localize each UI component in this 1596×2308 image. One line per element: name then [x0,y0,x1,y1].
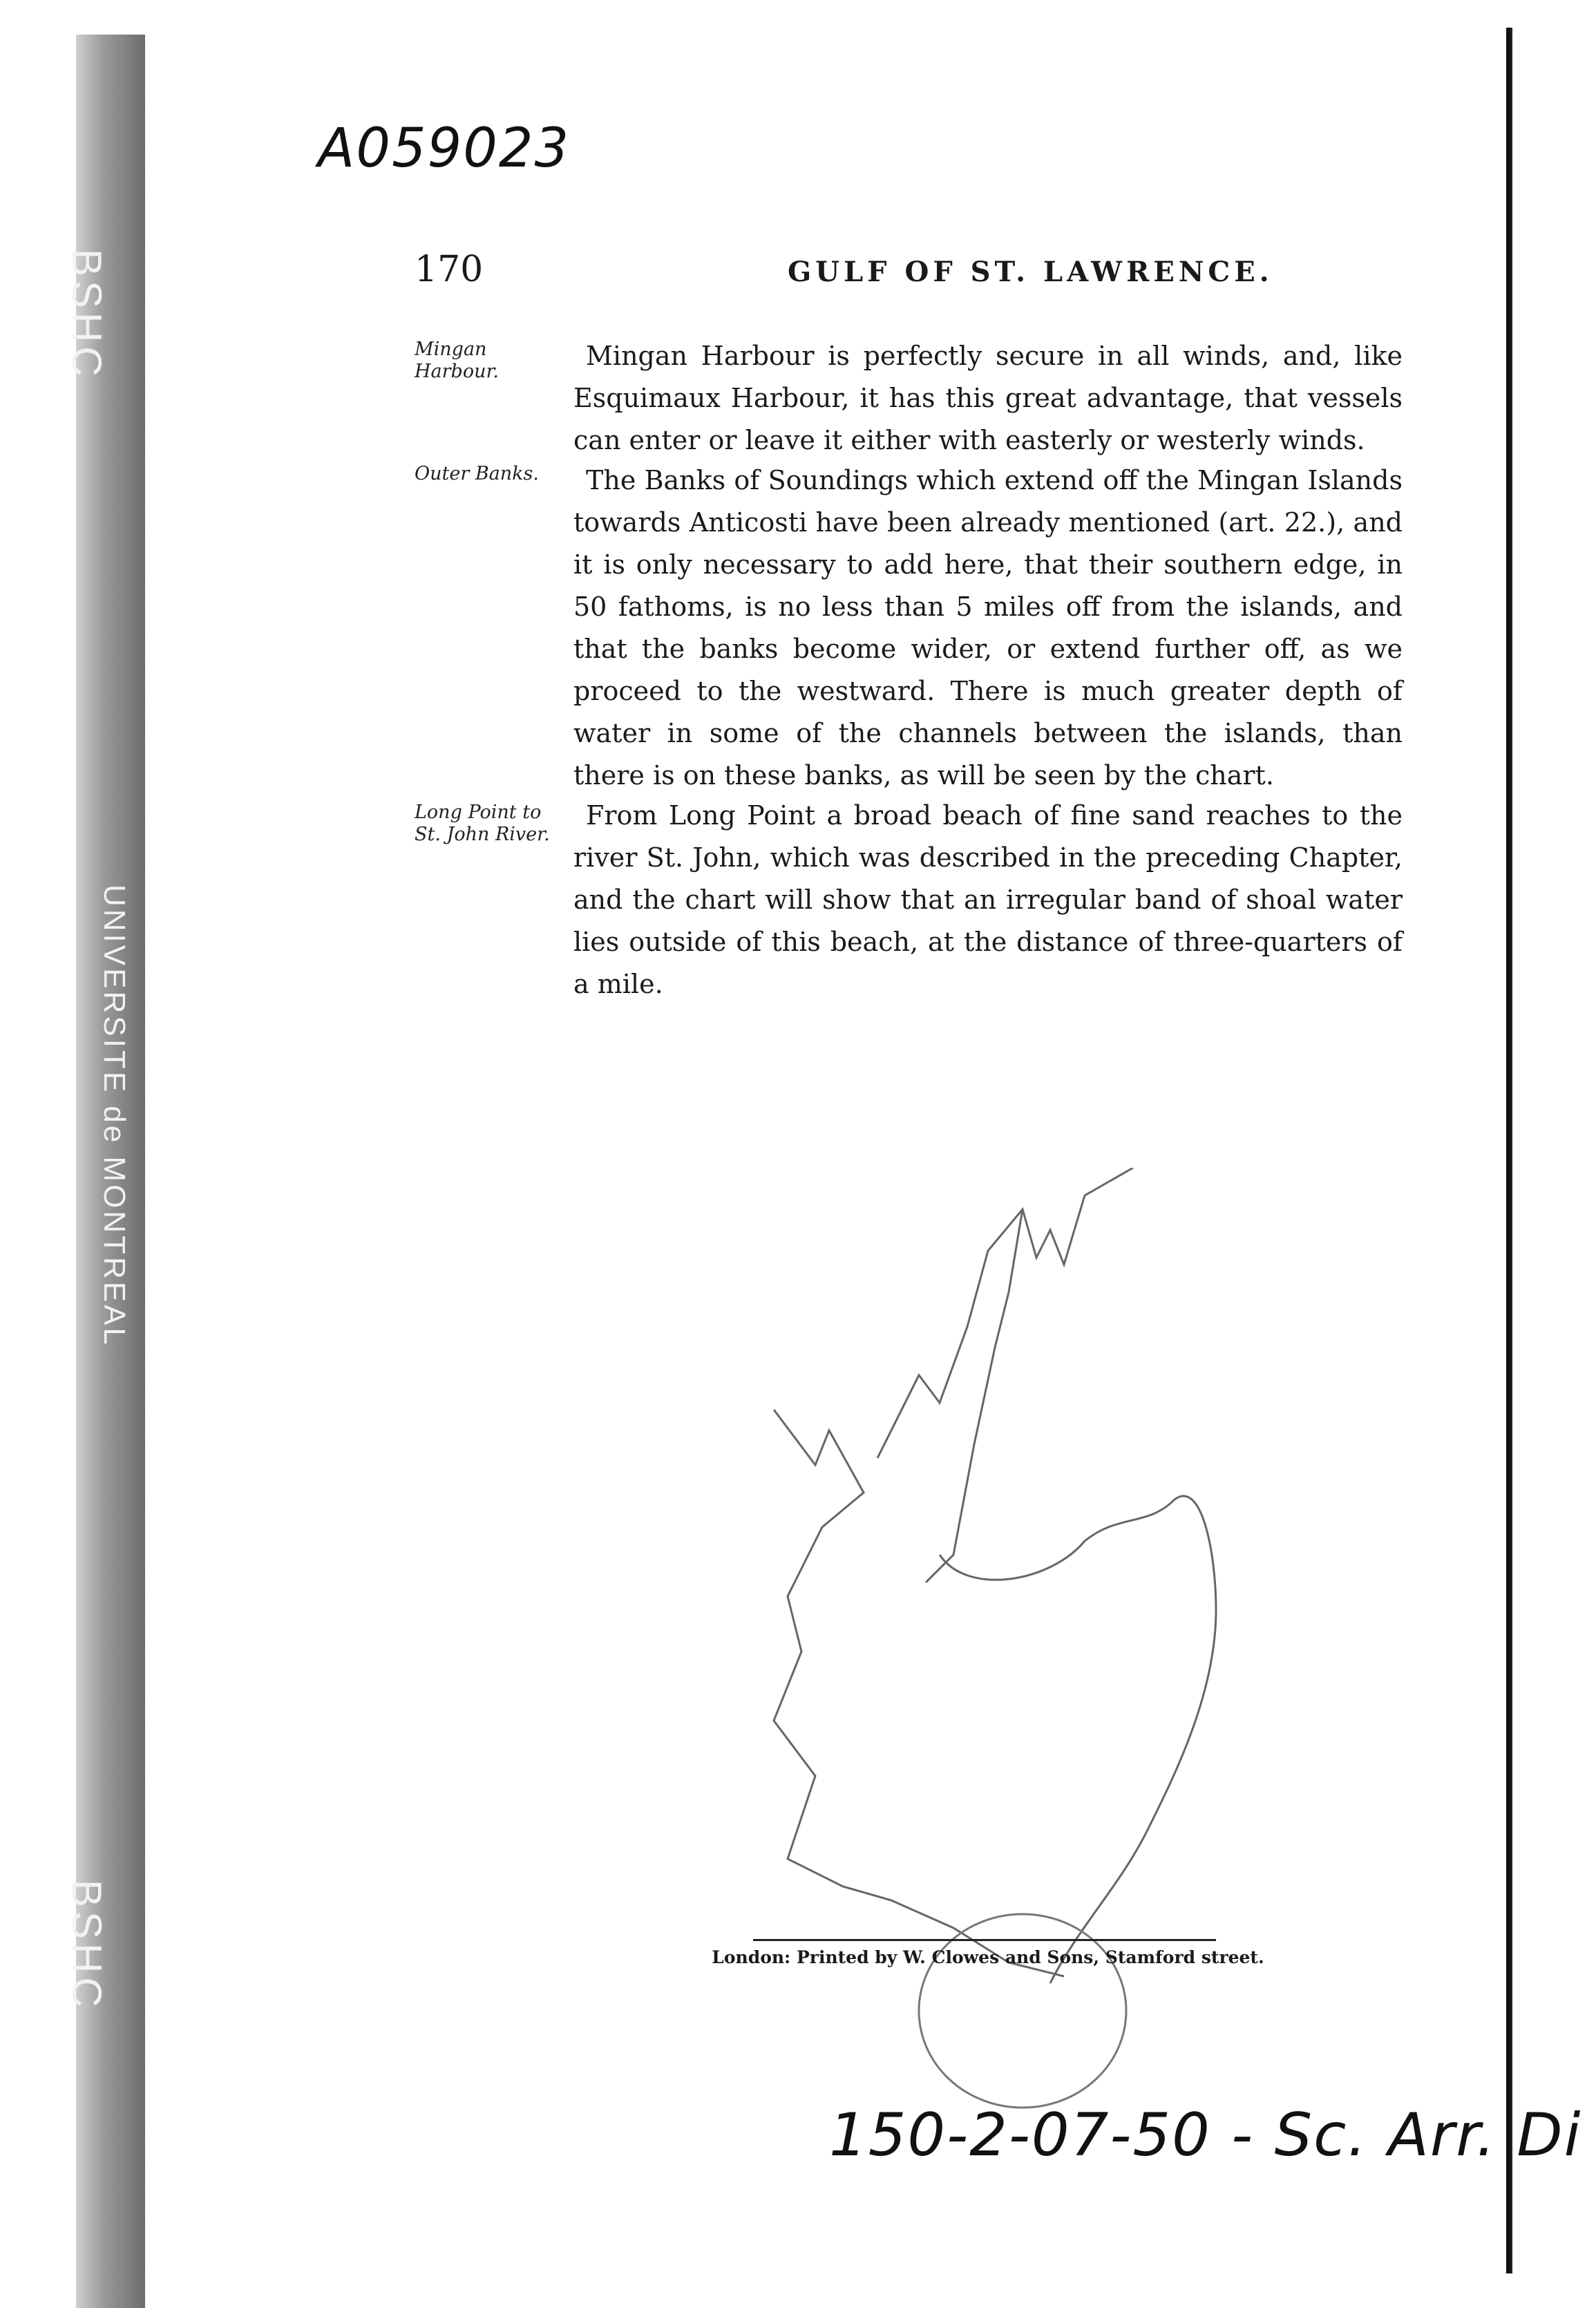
paragraph-outer-banks [573,460,1403,797]
spine-label-top: BSHC [64,249,110,381]
paragraph-text: From Long Point a broad beach of fine sand reaches to the river St. John, which was described in the preceding Chapter, and the chart will show that an irregular band of shoal water lies outside of this beach, at the distance of three-quarters of a mile. [573,800,1403,999]
page-number: 170 [415,249,484,290]
shelfmark: 150-2-07-50 - Sc. Arr. Di [829,2101,1582,2170]
paragraph-text: Mingan Harbour is perfectly secure in all winds, and, like Esquimaux Harbour, it has this great advantage, that vessels can enter or leave it either with easterly or westerly winds. [573,341,1403,455]
running-head: GULF OF ST. LAWRENCE. [788,256,1273,288]
paragraph-text: The Banks of Soundings which extend off the Mingan Islands towards Anticosti have been already mentioned (art. 22.), and it is only necessary to add here, that their southern edge, in 50 fathoms, is no less than 5 miles off from the islands, and that the banks become wider, or extend further off, as we proceed to the westward. There is much greater depth of water in some of the channels between the islands, than there is on these banks, as will be seen by the chart. [573,465,1403,791]
paragraph-long-point [573,795,1403,1005]
imprint-rule [753,1939,1216,1941]
spine-label-bottom: BSHC [64,1880,110,2012]
margin-note-long-point: Long Point to St. John River. [415,802,550,845]
margin-note-mingan: Mingan Harbour. [415,339,500,382]
margin-note-outer-banks: Outer Banks. [415,463,539,484]
pencil-scribble [760,1168,1285,2121]
facing-page-edge [1510,28,1540,2273]
paragraph-mingan-harbour [573,335,1403,462]
accession-number: A059023 [318,117,571,180]
spine-label-library: UNIVERSITE de MONTREAL [97,885,131,1347]
printer-imprint: London: Printed by W. Clowes and Sons, Stamford street. [712,1947,1264,1967]
